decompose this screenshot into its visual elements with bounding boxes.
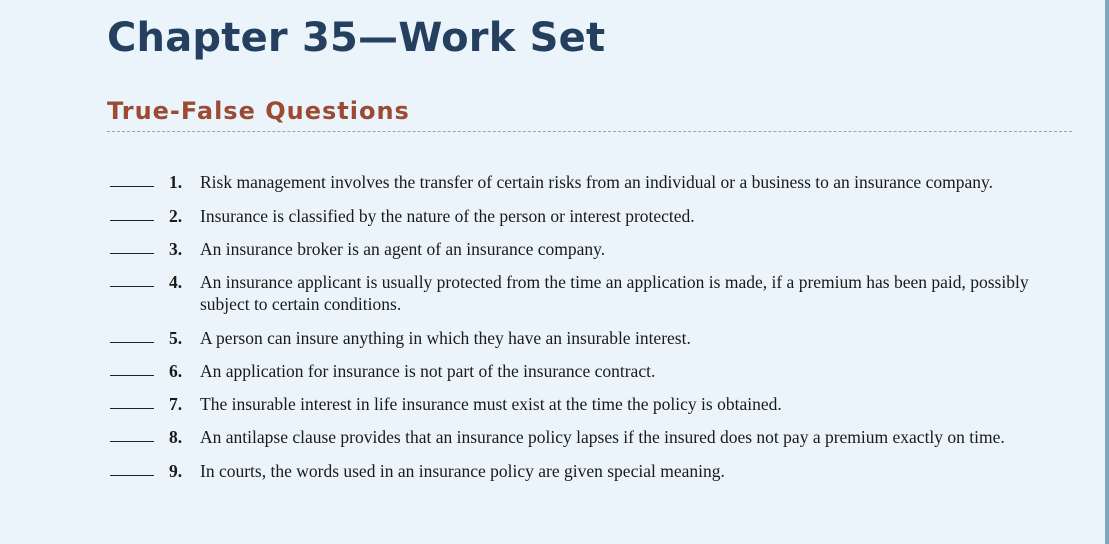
question-item (107, 271, 1067, 315)
section-title: True-False Questions (107, 97, 410, 125)
question-number: 4. (169, 272, 183, 292)
question-number: 2. (169, 206, 183, 226)
answer-blank[interactable] (110, 460, 154, 476)
question-text: In courts, the words used in an insurance policy are given special meaning. (200, 461, 725, 481)
question-text: An application for insurance is not part of the insurance contract. (200, 361, 656, 381)
question-number: 1. (169, 172, 183, 192)
answer-blank[interactable] (110, 426, 154, 442)
question-item (107, 460, 1067, 482)
question-item (107, 327, 1067, 349)
question-text: An insurance broker is an agent of an insurance company. (200, 239, 606, 259)
question-number: 3. (169, 239, 183, 259)
question-text: An antilapse clause provides that an insurance policy lapses if the insured does not pay a premium exactly on time. (200, 427, 1005, 447)
question-item (107, 171, 1067, 193)
question-list (107, 171, 1067, 493)
question-text: Risk management involves the transfer of certain risks from an individual or a business to an insurance company. (200, 172, 993, 192)
answer-blank[interactable] (110, 327, 154, 343)
question-item (107, 426, 1067, 448)
chapter-title: Chapter 35—Work Set (107, 15, 606, 61)
question-number: 7. (169, 394, 183, 414)
answer-blank[interactable] (110, 360, 154, 376)
question-number: 5. (169, 328, 183, 348)
question-number: 9. (169, 461, 183, 481)
answer-blank[interactable] (110, 271, 154, 287)
answer-blank[interactable] (110, 238, 154, 254)
question-text: The insurable interest in life insurance must exist at the time the policy is obtained. (200, 394, 782, 414)
question-number: 6. (169, 361, 183, 381)
section-divider (107, 131, 1072, 132)
page-edge-rule (1105, 0, 1109, 544)
question-text: Insurance is classified by the nature of the person or interest protected. (200, 206, 695, 226)
question-item (107, 360, 1067, 382)
question-text: An insurance applicant is usually protected from the time an application is made, if a premium has been paid, possibly subject to certain conditions. (200, 272, 1029, 314)
question-item (107, 238, 1067, 260)
question-item (107, 393, 1067, 415)
question-text: A person can insure anything in which they have an insurable interest. (200, 328, 691, 348)
answer-blank[interactable] (110, 393, 154, 409)
question-item (107, 205, 1067, 227)
question-number: 8. (169, 427, 183, 447)
answer-blank[interactable] (110, 205, 154, 221)
answer-blank[interactable] (110, 171, 154, 187)
